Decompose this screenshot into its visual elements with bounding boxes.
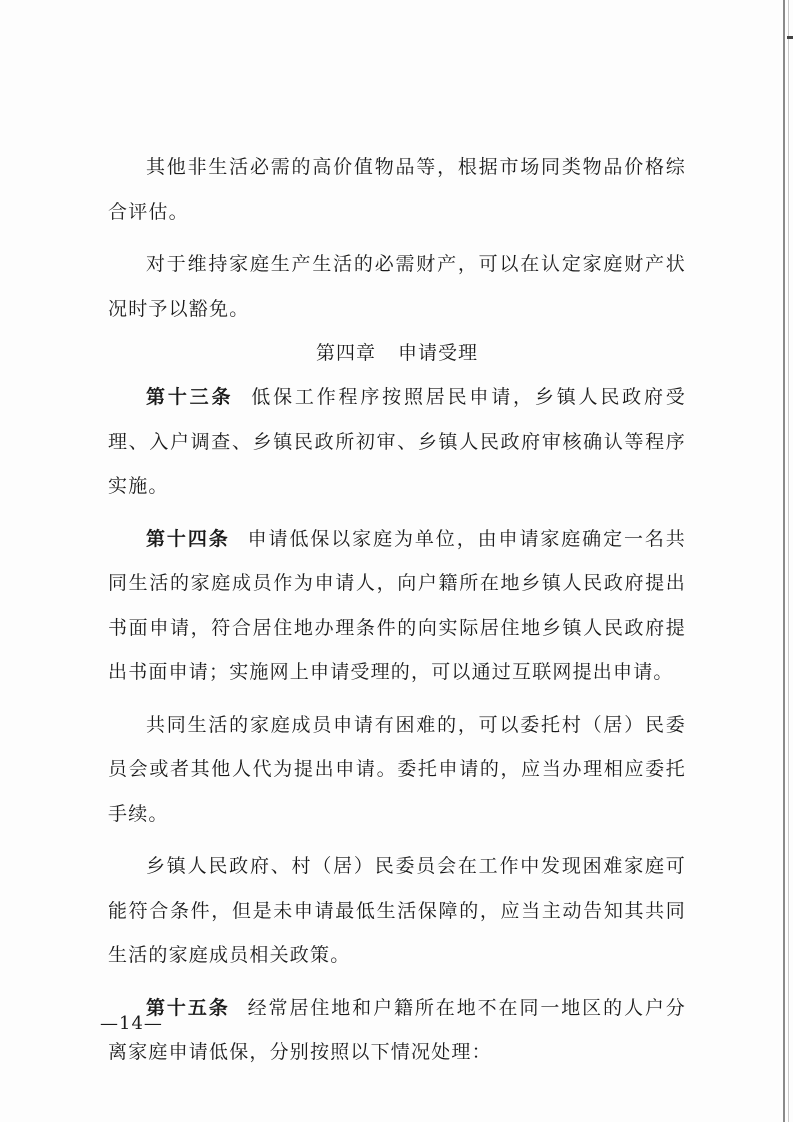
article-13-label: 第十三条 [146,386,234,408]
binding-edge-shadow [788,0,789,1122]
article-14 [108,517,686,695]
paragraph-valuables: 其他非生活必需的高价值物品等，根据市场同类物品价格综合评估。 [108,156,686,223]
article-15-label: 第十五条 [146,996,230,1019]
article-13-text: 低保工作程序按照居民申请，乡镇人民政府受理、入户调查、乡镇民政所初审、乡镇人民政府审核确认等程序实施。 [108,386,686,497]
article-14-paragraph-inform: 乡镇人民政府、村（居）民委员会在工作中发现困难家庭可能符合条件，但是未申请最低生活保障的，应当主动告知其共同生活的家庭成员相关政策。 [108,855,686,966]
chapter-number: 第四章 [315,342,376,364]
article-15 [108,986,686,1075]
chapter-heading [108,331,686,375]
chapter-title: 申请受理 [398,342,479,364]
document-body [108,145,686,1075]
edge-mark [787,36,793,39]
page-number: —14— [100,1013,163,1034]
article-14-text: 申请低保以家庭为单位，由申请家庭确定一名共同生活的家庭成员作为申请人，向户籍所在地乡镇人民政府提出书面申请，符合居住地办理条件的向实际居住地乡镇人民政府提出书面申请；实施网上申请受理的，可以通过互联网提出申请。 [108,527,686,683]
article-15-text: 经常居住地和户籍所在地不在同一地区的人户分离家庭申请低保，分别按照以下情况处理： [108,996,686,1063]
article-14-paragraph-entrust: 共同生活的家庭成员申请有困难的，可以委托村（居）民委员会或者其他人代为提出申请。委托申请的，应当办理相应委托手续。 [108,713,686,825]
article-13 [108,375,686,509]
paragraph-exemption: 对于维持家庭生产生活的必需财产，可以在认定家庭财产状况时予以豁免。 [108,253,686,320]
binding-edge [783,0,785,1122]
article-14-label: 第十四条 [146,527,230,550]
